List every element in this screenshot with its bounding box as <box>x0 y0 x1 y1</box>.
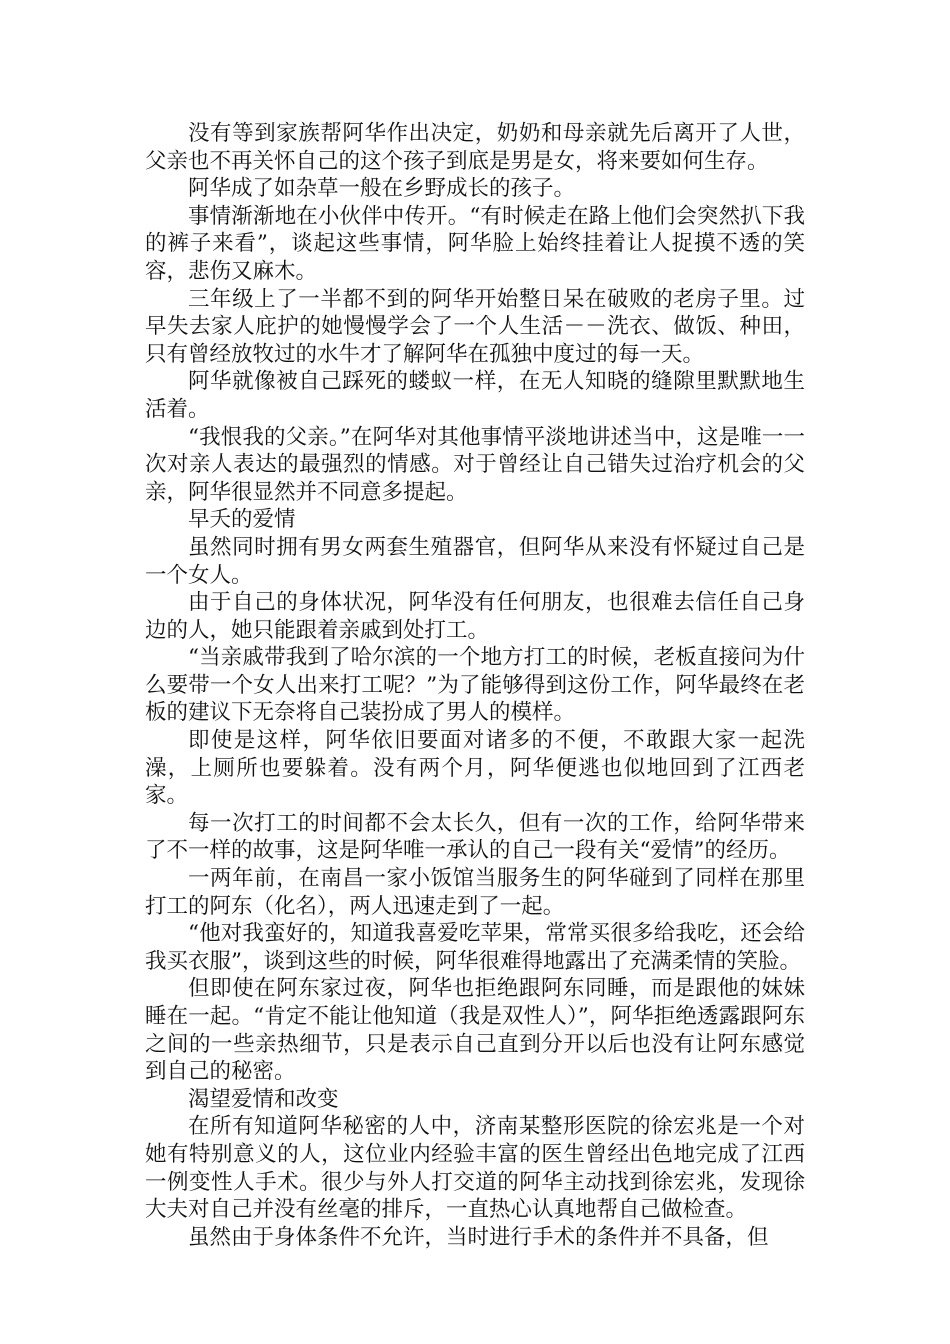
paragraph: 但即使在阿东家过夜，阿华也拒绝跟阿东同睡，而是跟他的妹妹睡在一起。“肯定不能让他知道（我是双性人）”，阿华拒绝透露跟阿东之间的一些亲热细节，只是表示自己直到分开以后也没有让阿东感觉到自己的秘密。 <box>145 976 805 1085</box>
paragraph: 即使是这样，阿华依旧要面对诸多的不便，不敢跟大家一起洗澡，上厕所也要躲着。没有两个月，阿华便逃也似地回到了江西老家。 <box>145 728 805 809</box>
paragraph: “我恨我的父亲。”在阿华对其他事情平淡地讲述当中，这是唯一一次对亲人表达的最强烈的情感。对于曾经让自己错失过治疗机会的父亲，阿华很显然并不同意多提起。 <box>145 424 805 505</box>
paragraph: 由于自己的身体状况，阿华没有任何朋友，也很难去信任自己身边的人，她只能跟着亲戚到处打工。 <box>145 590 805 643</box>
section-heading: 早夭的爱情 <box>188 507 296 533</box>
paragraph: 没有等到家族帮阿华作出决定，奶奶和母亲就先后离开了人世，父亲也不再关怀自己的这个孩子到底是男是女，将来要如何生存。 <box>145 121 805 174</box>
article-body <box>145 120 805 1251</box>
paragraph: 三年级上了一半都不到的阿华开始整日呆在破败的老房子里。过早失去家人庇护的她慢慢学会了一个人生活－－洗衣、做饭、种田，只有曾经放牧过的水牛才了解阿华在孤独中度过的每一天。 <box>145 286 805 367</box>
paragraph: “当亲戚带我到了哈尔滨的一个地方打工的时候，老板直接问为什么要带一个女人出来打工呢？”为了能够得到这份工作，阿华最终在老板的建议下无奈将自己装扮成了男人的模样。 <box>145 645 805 726</box>
paragraph: 在所有知道阿华秘密的人中，济南某整形医院的徐宏兆是一个对她有特别意义的人，这位业内经验丰富的医生曾经出色地完成了江西一例变性人手术。很少与外人打交道的阿华主动找到徐宏兆，发现徐大夫对自己并没有丝毫的排斥，一直热心认真地帮自己做检查。 <box>145 1114 805 1223</box>
paragraph: 虽然同时拥有男女两套生殖器官，但阿华从来没有怀疑过自己是一个女人。 <box>145 534 805 588</box>
paragraph: 一两年前，在南昌一家小饭馆当服务生的阿华碰到了同样在那里打工的阿东（化名），两人迅速走到了一起。 <box>145 866 805 919</box>
paragraph: 阿华成了如杂草一般在乡野成长的孩子。 <box>188 176 576 202</box>
paragraph: 每一次打工的时间都不会太长久，但有一次的工作，给阿华带来了不一样的故事，这是阿华唯一承认的自己一段有关“爱情”的经历。 <box>145 810 805 864</box>
paragraph: 事情渐渐地在小伙伴中传开。“有时候走在路上他们会突然扒下我的裤子来看”，谈起这些事情，阿华脸上始终挂着让人捉摸不透的笑容，悲伤又麻木。 <box>145 203 805 284</box>
paragraph: “他对我蛮好的，知道我喜爱吃苹果，常常买很多给我吃，还会给我买衣服”，谈到这些的时候，阿华很难得地露出了充满柔情的笑脸。 <box>145 921 805 974</box>
paragraph: 虽然由于身体条件不允许，当时进行手术的条件并不具备，但 <box>188 1224 769 1250</box>
paragraph: 阿华就像被自己踩死的蝼蚁一样，在无人知晓的缝隙里默默地生活着。 <box>145 369 805 422</box>
section-heading: 渴望爱情和改变 <box>188 1086 339 1112</box>
